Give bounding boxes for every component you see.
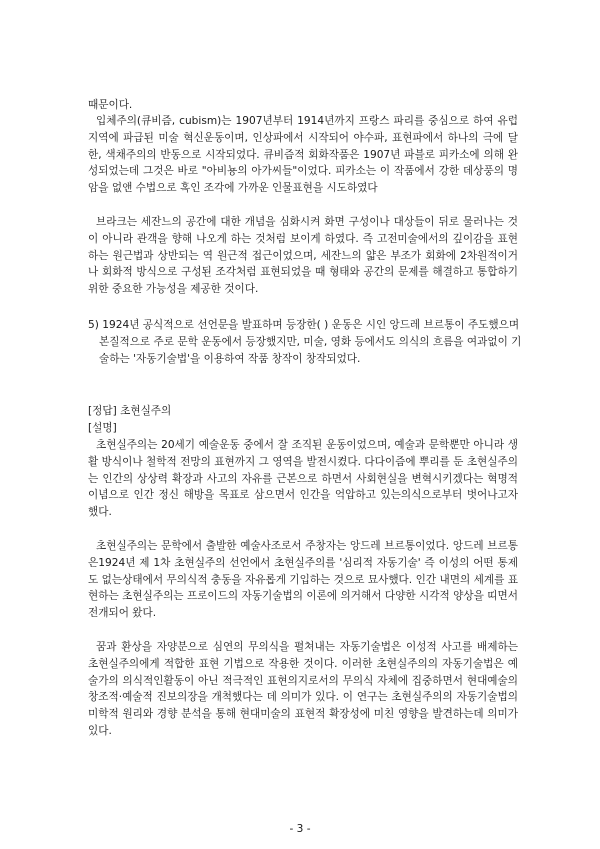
explanation-label: [설명] bbox=[88, 422, 117, 434]
explanation-paragraph-1: 초현실주의는 20세기 예술운동 중에서 잘 조직된 운동이었으며, 예술과 문학뿐만 아니라 생활 방식이나 철학적 전망의 표현까지 그 영역을 발전시켰다. 다다이즘에 뿌리를 둔 초현실주의는 인간의 상상력 확장과 사고의 자유를 근본으로 하면서 사회현실을 변혁시키겠다는 혁명적 이념으로 인간 정신 해방을 목표로 삼으면서 인간을 억압하고 있는의식으로부터 벗어나고자 했다. bbox=[88, 439, 518, 519]
explanation-paragraph-3: 꿈과 환상을 자양분으로 심연의 무의식을 펼쳐내는 자동기술법은 이성적 사고를 배제하는 초현실주의에게 적합한 표현 기법으로 작용한 것이다. 이러한 초현실주의의 자동기술법은 예술가의 의식적인활동이 아닌 적극적인 표현의지로서의 무의식 자체에 집중하면서 현대예술의 창조적·예술적 진보의장을 개척했다는 데 의미가 있다. 이 연구는 초현실주의의 자동기술법의 미학적 원리와 경향 분석을 통해 현대미술의 표현적 확장성에 미친 영향을 발견하는데 의미가 있다. bbox=[88, 641, 518, 737]
paragraph-cubism: 입체주의(큐비즘, cubism)는 1907년부터 1914년까지 프랑스 파리를 중심으로 하여 유럽지역에 파급된 미술 혁신운동이며, 인상파에서 시작되어 야수파, 표현파에서 하나의 극에 달한, 색채주의의 반동으로 시작되었다. 큐비즘적 회화작품은 1907년 파블로 피카소에 의해 완성되었는데 그것은 바로 "아비뇽의 아가씨들"이었다. 피카소는 이 작품에서 강한 데상풍의 명암을 없앤 수법으로 혹인 조각에 가까운 인물표현을 시도하였다 bbox=[88, 115, 518, 195]
question-number: 5) bbox=[88, 319, 99, 331]
question-text: 1924년 공식적으로 선언문을 발표하며 등장한( ) 운동은 시인 앙드레 브르통이 주도했으며 본질적으로 주로 문학 운동에서 등장했지만, 미술, 영화 등에서도 의식의 흐름을 여과없이 기술하는 '자동기술법'을 이용하여 작품 창작이 창작되었다. bbox=[99, 319, 522, 365]
question-5 bbox=[88, 317, 529, 367]
paragraph-braque: 브라크는 세잔느의 공간에 대한 개념을 심화시켜 화면 구성이나 대상들이 뒤로 물러나는 것이 아니라 관객을 향해 나오게 하는 것처럼 보이게 하였다. 즉 고전미술에서의 깊이감을 표현하는 원근법과 상반되는 역 원근적 접근이었으며, 세잔느의 얇은 부조가 회화에 2차원적이거나 회화적 방식으로 구성된 조각처럼 표현되었을 때 형태와 공간의 문제를 해결하고 통합하기 위한 중요한 가능성을 제공한 것이다. bbox=[88, 216, 518, 296]
explanation-paragraph-2: 초현실주의는 문학에서 출발한 예술사조로서 주창자는 앙드레 브르통이었다. 앙드레 브르통은1924년 제 1차 초현실주의 선언에서 초현실주의를 '심리적 자동기술' 즉 이성의 어떤 통제도 없는상태에서 무의식적 충동을 자유롭게 기입하는 것으로 묘사했다. 인간 내면의 세계를 표현하는 초현실주의는 프로이드의 자동기술법의 이론에 의거해서 다양한 시각적 양상을 띠면서 전개되어 왔다. bbox=[88, 540, 518, 620]
page-number: - 3 - bbox=[289, 823, 311, 835]
paragraph-continuation: 때문이다. bbox=[88, 99, 133, 111]
answer-label: [정답] 초현실주의 bbox=[88, 405, 172, 417]
